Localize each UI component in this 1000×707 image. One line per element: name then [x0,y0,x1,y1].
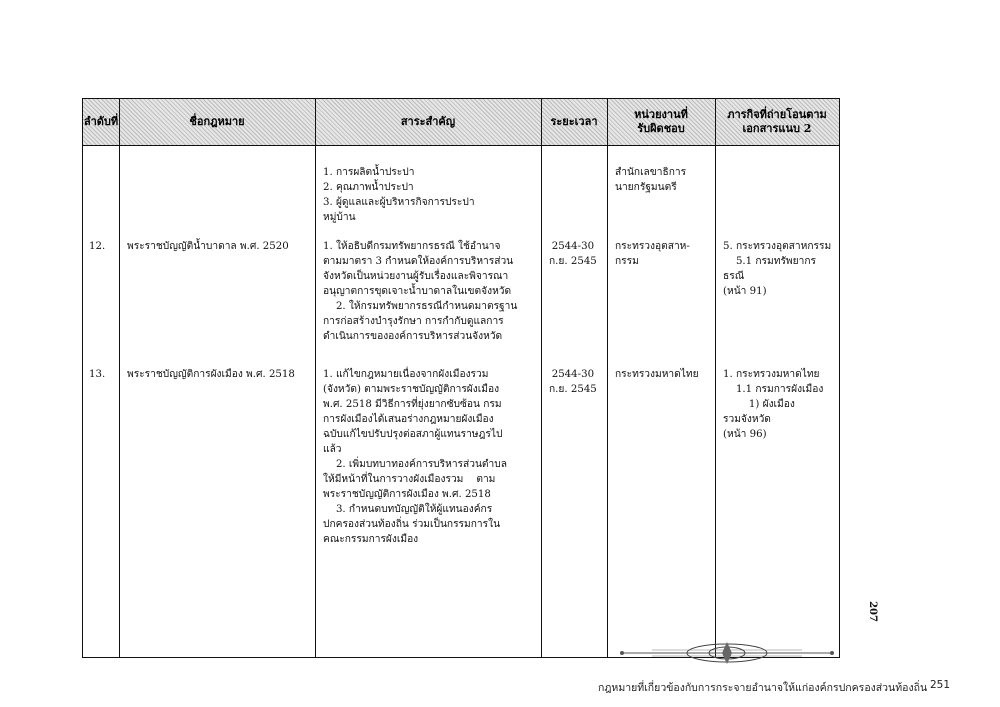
header-mission: ภารกิจที่ถ่ายโอนตาม เอกสารแนบ 2 [727,108,827,135]
ornament-divider-icon [612,638,842,668]
law-mission: 1. กระทรวงมหาดไทย 1.1 กรมการผังเมือง 1) ผังเมือง รวมจังหวัด (หน้า 96) [723,369,824,440]
header-law-name: ชื่อกฎหมาย [189,115,245,128]
header-order: ลำดับที่ [83,115,119,128]
law-agency: กระทรวงอุตสาห- กรรม [615,241,690,267]
header-period: ระยะเวลา [550,115,598,128]
law-name: พระราชบัญญัติการผังเมือง พ.ศ. 2518 [127,369,295,380]
law-agency: กระทรวงมหาดไทย [615,369,699,380]
law-mission: 5. กระทรวงอุตสาหกรรม 5.1 กรมทรัพยากร ธรณี (หน้า 91) [723,241,832,297]
law-name: พระราชบัญญัติน้ำบาดาล พ.ศ. 2520 [127,241,289,252]
header-essence: สาระสำคัญ [400,115,456,128]
column-divider [119,99,120,657]
law-period: 2544-30 ก.ย. 2545 [549,369,597,395]
column-divider [715,99,716,657]
law-table [82,98,840,658]
law-essence: 1. แก้ไขกฎหมายเนื่องจากผังเมืองรวม (จังหวัด) ตามพระราชบัญญัติการผังเมือง พ.ศ. 2518 มีวิธีการที่ยุ่งยากซับซ้อน กรม การผังเมืองได้เสนอร่างกฎหมายผังเมือง ฉบับแก้ไขปรับปรุงต่อสภาผู้แทนราษฎรไป แล้ว 2. เพิ่มบทบาทองค์การบริหารส่วนตำบล ให้มีหน้าที่ในการวางผังเมืองรวม ตาม พระราชบัญญัติการผังเมือง พ.ศ. 2518 3. กำหนดบทบัญญัติให้ผู้แทนองค์กร ปกครองส่วนท้องถิ่น ร่วมเป็นกรรมการใน คณะกรรมการผังเมือง [323,369,507,545]
row-number: 13. [89,369,106,380]
column-divider [315,99,316,657]
law-essence: 1. ให้อธิบดีกรมทรัพยากรธรณี ใช้อำนาจ ตามมาตรา 3 กำหนดให้องค์การบริหารส่วน จังหวัดเป็นหน่วยงานผู้รับเรื่องและพิจารณา อนุญาตการขุดเจาะน้ำบาดาลในเขตจังหวัด 2. ให้กรมทรัพยากรธรณีกำหนดมาตรฐาน การก่อสร้างบำรุงรักษา การกำกับดูแลการ ดำเนินการขององค์การบริหารส่วนจังหวัด [323,241,518,342]
intro-essence: 1. การผลิตน้ำประปา 2. คุณภาพน้ำประปา 3. ผู้ดูแลและผู้บริหารกิจการประปา หมู่บ้าน [323,167,475,223]
intro-agency: สำนักเลขาธิการ นายกรัฐมนตรี [615,167,687,193]
side-page-number: 207 [866,601,878,622]
header-agency: หน่วยงานที่ รับผิดชอบ [634,108,688,135]
law-period: 2544-30 ก.ย. 2545 [549,241,597,267]
column-divider [541,99,542,657]
footer-title: กฎหมายที่เกี่ยวข้องกับการกระจายอำนาจให้แก่องค์กรปกครองส่วนท้องถิ่น [598,682,928,694]
column-divider [607,99,608,657]
row-number: 12. [89,241,106,252]
footer-page-number: 251 [930,679,951,691]
